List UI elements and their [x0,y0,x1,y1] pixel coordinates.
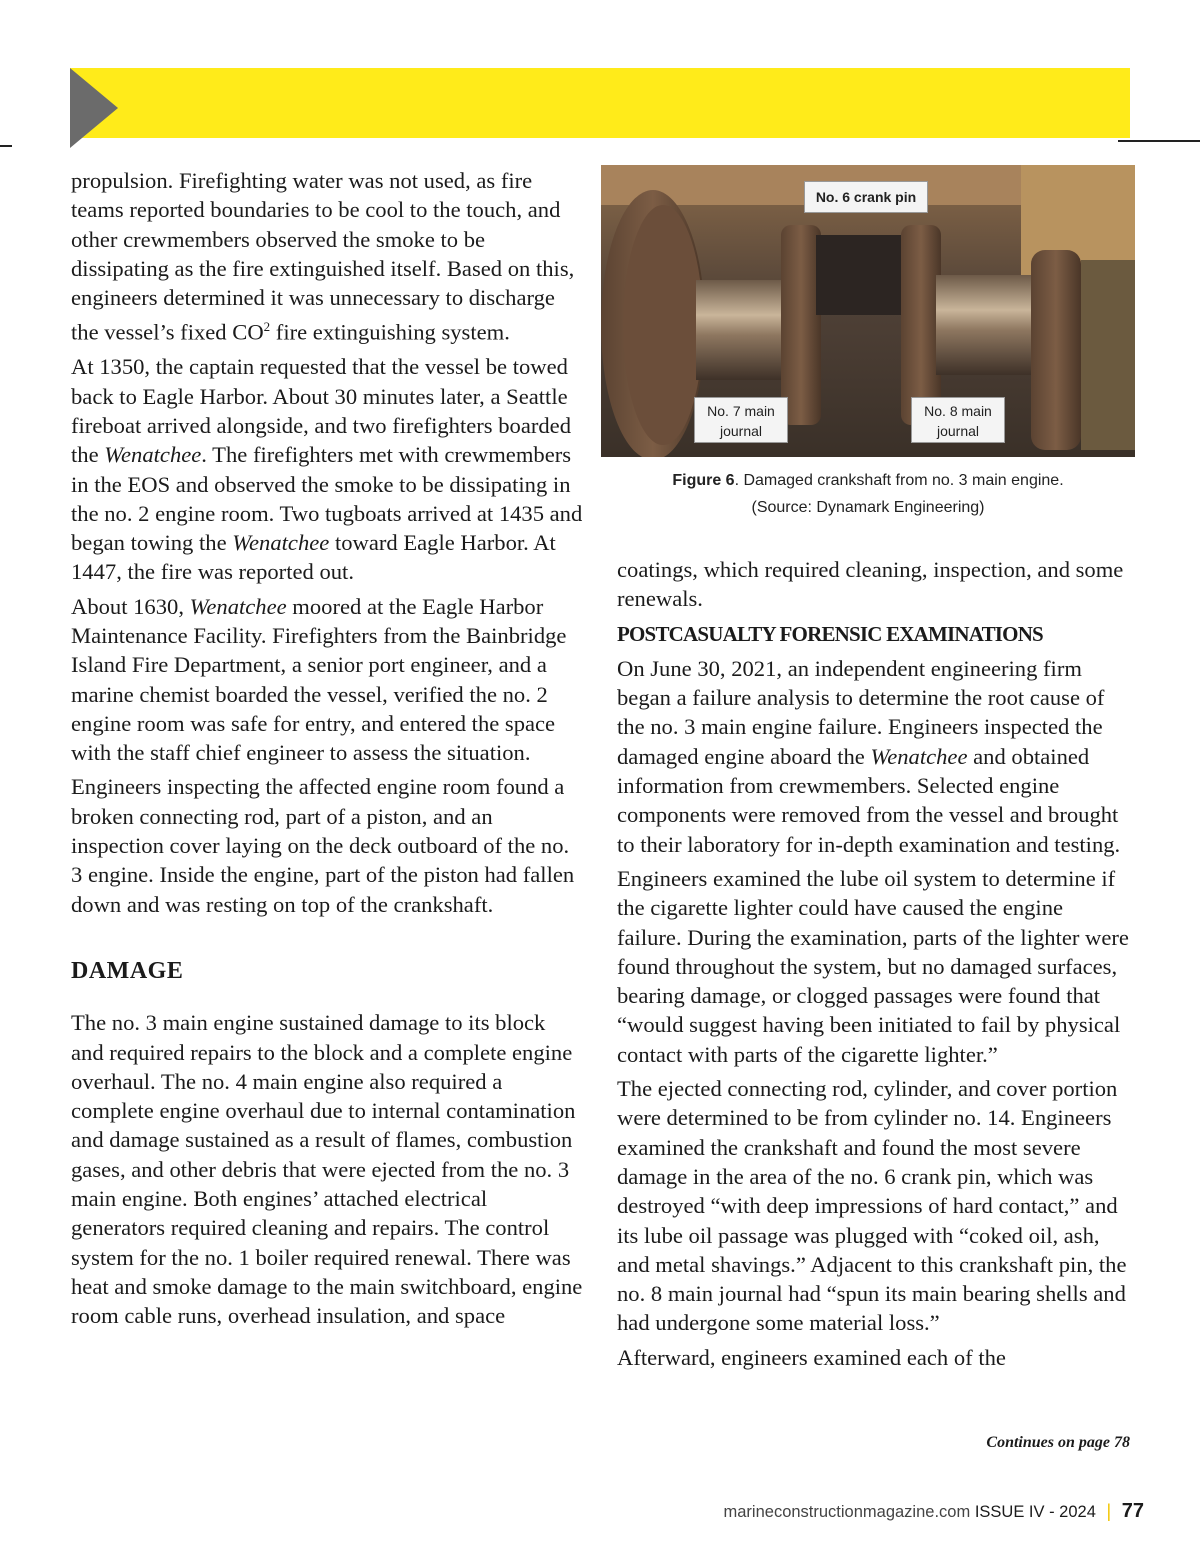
paragraph: Afterward, engineers examined each of the [617,1344,1006,1370]
label-journal-8-line1: No. 8 main [924,403,992,419]
paragraph: On June 30, 2021, an independent engineering firm began a failure analysis to determine the root cause of the no. 3 main engine failure. Engineers inspected the damaged engine aboard the Wenatchee and obtained information from crewmembers. Selected engine components were removed from the vessel and brought to their laboratory for in-depth examination and testing. [617,655,1121,857]
footer-site: marineconstructionmagazine.com [723,1503,971,1521]
section-heading-forensic: POSTCASUALTY FORENSIC EXAMINATIONS [617,621,1043,646]
label-journal-7 [694,397,788,443]
paragraph: Engineers examined the lube oil system to determine if the cigarette lighter could have caused the engine failure. During the examination, parts of the lighter were found throughout the system, but no damaged surfaces, bearing damage, or clogged passages were found that “would suggest having been initiated to fail by physical contact with parts of the cigarette lighter.” [617,865,1129,1067]
footer-issue: ISSUE IV - 2024 [974,1503,1096,1521]
paragraph: The no. 3 main engine sustained damage to its block and required repairs to the block and a complete engine overhaul. The no. 4 main engine also required a complete engine overhaul due to internal contamination and damage sustained as a result of flames, combustion gases, and other debris that were ejected from the no. 3 main engine. Both engines’ attached electrical generators required cleaning and repairs. The control system for the no. 1 boiler required renewal. There was heat and smoke damage to the main switchboard, engine room cable runs, overhead insulation, and space [71,1010,583,1329]
paragraph: coatings, which required cleaning, inspection, and some renewals. [617,557,1124,612]
paragraph: At 1350, the captain requested that the vessel be towed back to Eagle Harbor. About 30 minutes later, a Seattle fireboat arrived alongside, and two firefighters boarded the Wenatchee. The firefighters met with crewmembers in the EOS and observed the smoke to be dissipating in the no. 2 engine room. Two tugboats arrived at 1435 and began towing the Wenatchee toward Eagle Harbor. At 1447, the fire was reported out. [71,354,583,585]
label-journal-8 [911,397,1005,443]
paragraph: About 1630, Wenatchee moored at the Eagle Harbor Maintenance Facility. Firefighters from the Bainbridge Island Fire Department, a senior port engineer, and a marine chemist boarded the vessel, verified the no. 2 engine room was safe for entry, and entered the space with the staff chief engineer to assess the situation. [71,593,567,766]
banner-arrow-icon [70,68,118,148]
caption-line1: Figure 6. Damaged crankshaft from no. 3 main engine. [672,472,1064,489]
label-crank-pin: No. 6 crank pin [804,181,928,213]
paragraph: Engineers inspecting the affected engine room found a broken connecting rod, part of a piston, and an inspection cover laying on the deck outboard of the no. 3 engine. Inside the engine, part of the piston had fallen down and was resting on top of the crankshaft. [71,774,575,917]
caption-source: (Source: Dynamark Engineering) [751,499,985,516]
divider-right [1118,140,1200,142]
left-column [71,166,583,1336]
section-heading-damage: DAMAGE [71,957,184,984]
footer-separator: | [1106,1501,1112,1521]
label-journal-7-line2: journal [719,423,763,439]
continues-note: Continues on page 78 [986,1434,1130,1451]
paragraph: The ejected connecting rod, cylinder, and cover portion were determined to be from cylinder no. 14. Engineers examined the crankshaft and found the most severe damage in the area of the no. 6 crank pin, which was destroyed “with deep impressions of hard contact,” and its lube oil passage was plugged with “coked oil, ash, and metal shavings.” Adjacent to this crankshaft pin, the no. 8 main journal had “spun its main bearing shells and had undergone some material loss.” [617,1076,1127,1336]
right-column [617,555,1129,1377]
figure-caption [601,467,1135,521]
paragraph: propulsion. Firefighting water was not used, as fire teams reported boundaries to be cool to the touch, and other crewmembers observed the smoke to be dissipating as the fire extinguished itself. Based on this, engineers determined it was unnecessary to discharge the vessel’s fixed $CO^2$ fire extinguishing system. [71,168,575,346]
label-journal-7-line1: No. 7 main [707,403,775,419]
label-journal-8-line2: journal [936,423,980,439]
figure-crankshaft-photo [601,165,1135,457]
header-banner [70,68,1130,138]
page-number: 77 [1121,1500,1144,1522]
divider-left [0,145,12,147]
page-footer [724,1500,1144,1523]
